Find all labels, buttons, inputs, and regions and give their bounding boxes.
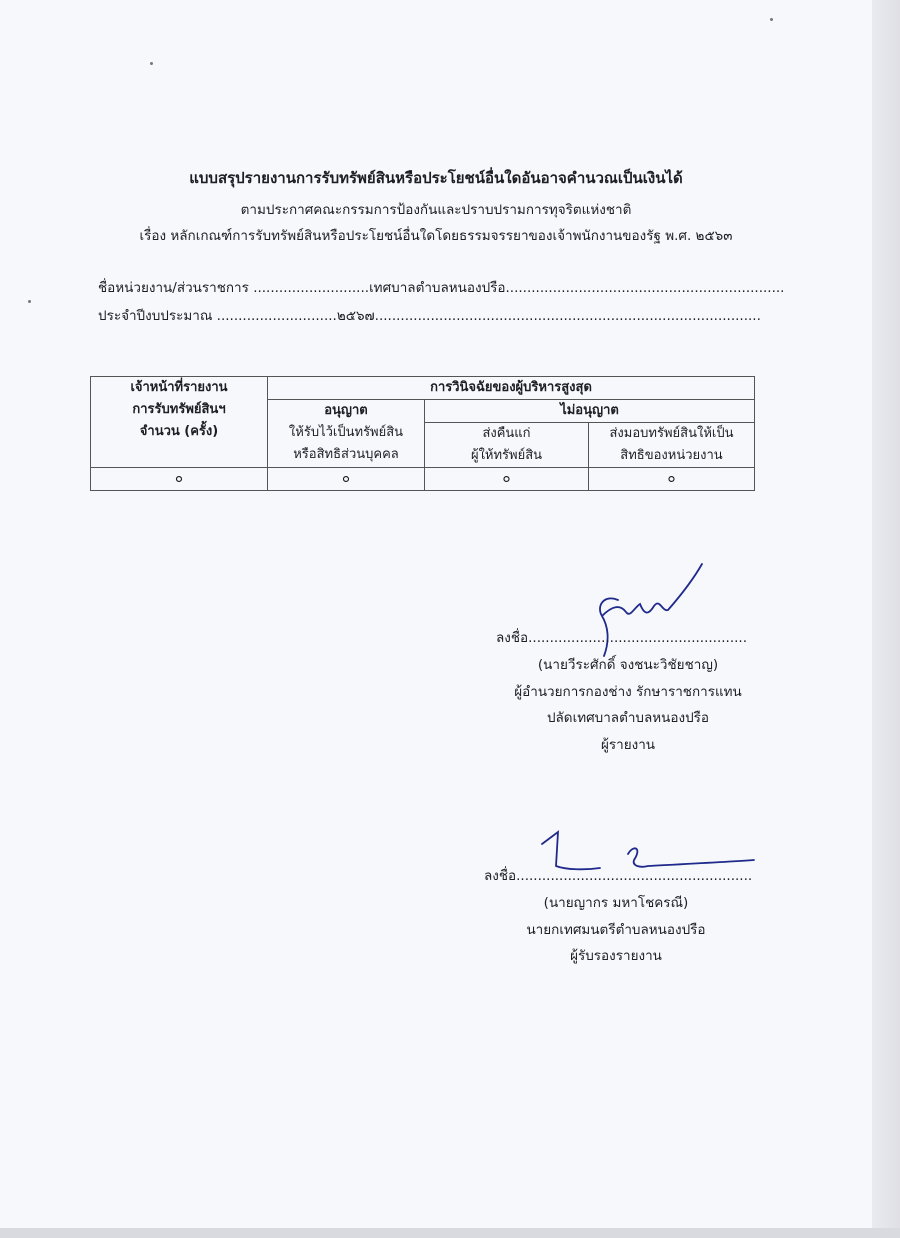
- signature-1-line: ลงชื่อ...................................................: [496, 630, 747, 646]
- agency-value: เทศบาลตำบลหนองปรือ: [369, 280, 506, 296]
- scan-speck: [28, 300, 31, 303]
- scan-speck: [770, 18, 773, 21]
- signature-1-name: (นายวีระศักดิ์ จงชนะวิชัยชาญ): [537, 657, 719, 673]
- document-title: แบบสรุปรายงานการรับทรัพย์สินหรือประโยชน์อื่นใดอันอาจคำนวณเป็นเงินได้: [189, 169, 683, 187]
- table-cell: ๐: [425, 468, 589, 491]
- agency-label: ชื่อหน่วยงาน/ส่วนราชการ: [98, 280, 249, 296]
- signature-1-role: ผู้รายงาน: [600, 736, 656, 753]
- year-label: ประจำปีงบประมาณ: [98, 308, 213, 324]
- table-cell: ๐: [91, 468, 268, 491]
- summary-table: [90, 376, 755, 491]
- document-subject: เรื่อง หลักเกณฑ์การรับทรัพย์สินหรือประโยชน์อื่นใดโดยธรรมจรรยาของเจ้าพนักงานของรัฐ พ.ศ. ๒๕๖๓: [139, 228, 733, 244]
- signature-1-position: ผู้อำนวยการกองช่าง รักษาราชการแทน: [514, 683, 742, 700]
- signature-1-block: [496, 652, 760, 758]
- scan-edge-right: [872, 0, 900, 1238]
- deny-header: ไม่อนุญาต: [425, 400, 755, 423]
- signature-2-line: ลงชื่อ.......................................................: [484, 868, 753, 884]
- agency-line: ชื่อหน่วยงาน/ส่วนราชการ ...........................เทศบาลตำบลหนองปรือ.................................................................: [98, 280, 785, 296]
- year-value: ๒๕๖๗: [336, 308, 375, 324]
- scan-speck: [150, 62, 153, 65]
- hand-over-to-agency-header: ส่งมอบทรัพย์สินให้เป็น สิทธิของหน่วยงาน: [589, 423, 755, 468]
- scan-edge-bottom: [0, 1228, 900, 1238]
- signature-2-block: [496, 890, 736, 970]
- signature-2-name: (นายญากร มหาโชครณี): [543, 895, 689, 911]
- table-cell: ๐: [589, 468, 755, 491]
- signature-2-position: นายกเทศมนตรีตำบลหนองปรือ: [526, 921, 706, 938]
- table-cell: ๐: [268, 468, 425, 491]
- reports-count-header: เจ้าหน้าที่รายงาน การรับทรัพย์สินฯ จำนวน (ครั้ง): [91, 377, 268, 468]
- signature-2-role: ผู้รับรองรายงาน: [570, 948, 662, 964]
- signature-1-position-2: ปลัดเทศบาลตำบลหนองปรือ: [546, 710, 710, 726]
- allow-header: อนุญาต ให้รับไว้เป็นทรัพย์สิน หรือสิทธิส่วนบุคคล: [268, 400, 425, 468]
- document-subtitle: ตามประกาศคณะกรรมการป้องกันและปราบปรามการทุจริตแห่งชาติ: [240, 202, 632, 218]
- decision-header: การวินิจฉัยของผู้บริหารสูงสุด: [268, 377, 755, 400]
- year-line: ประจำปีงบประมาณ ............................๒๕๖๗..........................................................................................: [98, 308, 761, 324]
- return-to-giver-header: ส่งคืนแก่ ผู้ให้ทรัพย์สิน: [425, 423, 589, 468]
